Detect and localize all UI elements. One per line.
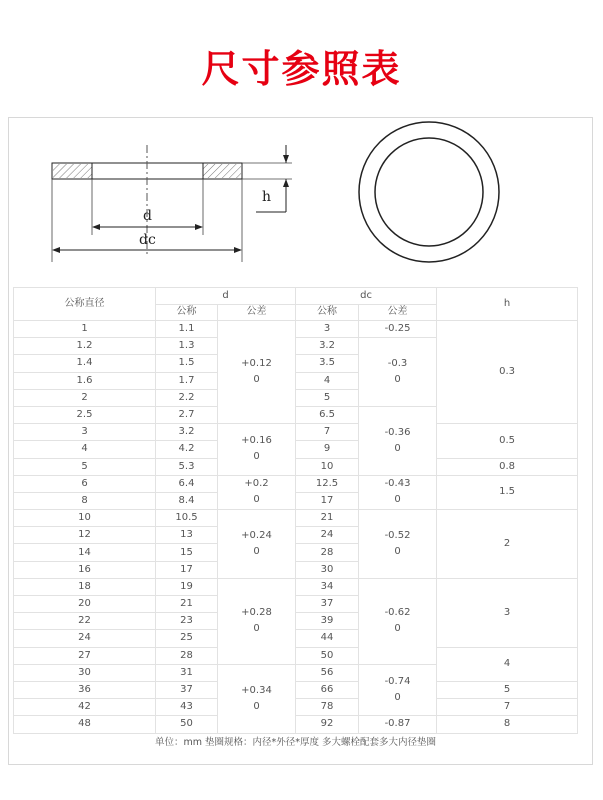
tolerance-lower: 0 <box>394 494 401 506</box>
tolerance-lower: 0 <box>253 494 260 506</box>
cell-h: 0.8 <box>437 458 578 475</box>
table-row <box>14 424 578 441</box>
cell-h: 1.5 <box>437 475 578 509</box>
table-row <box>14 647 578 664</box>
cell-dc: 3.2 <box>296 338 359 355</box>
cell-d: 13 <box>156 527 218 544</box>
cell-nominal: 3 <box>14 424 156 441</box>
cell-d: 31 <box>156 664 218 681</box>
table-row <box>14 699 578 716</box>
subheader-dc-tolerance: 公差 <box>359 304 437 321</box>
header-nominal: 公称直径 <box>14 288 156 321</box>
cell-d: 50 <box>156 716 218 733</box>
table-row <box>14 716 578 733</box>
cell-d: 37 <box>156 681 218 698</box>
dimension-d <box>92 179 203 235</box>
tolerance-upper: -0.52 <box>384 529 411 541</box>
cell-nominal: 18 <box>14 578 156 595</box>
cell-d: 6.4 <box>156 475 218 492</box>
tolerance-lower: 0 <box>253 451 260 463</box>
cell-d-tolerance <box>218 578 296 664</box>
tolerance-upper: -0.3 <box>387 358 408 370</box>
label-h: h <box>262 189 272 205</box>
cell-h: 5 <box>437 681 578 698</box>
table-row <box>14 321 578 338</box>
cell-dc: 5 <box>296 389 359 406</box>
table-row <box>14 578 578 595</box>
page-title: 尺寸参照表 <box>201 47 402 91</box>
tolerance-upper: -0.87 <box>384 718 411 730</box>
cell-dc: 39 <box>296 613 359 630</box>
cell-nominal: 24 <box>14 630 156 647</box>
dimension-h <box>242 145 292 212</box>
cell-d: 1.1 <box>156 321 218 338</box>
cell-d: 8.4 <box>156 492 218 509</box>
cell-dc: 30 <box>296 561 359 578</box>
cell-dc: 66 <box>296 681 359 698</box>
cell-nominal: 1.2 <box>14 338 156 355</box>
tolerance-upper: -0.74 <box>384 676 411 688</box>
cell-dc-tolerance <box>359 578 437 664</box>
cell-h: 8 <box>437 716 578 733</box>
subheader-d-nominal: 公称 <box>156 304 218 321</box>
cell-nominal: 16 <box>14 561 156 578</box>
cell-nominal: 8 <box>14 492 156 509</box>
tolerance-upper: +0.2 <box>244 478 269 490</box>
cell-h: 3 <box>437 578 578 647</box>
cell-d: 28 <box>156 647 218 664</box>
tolerance-upper: -0.43 <box>384 478 411 490</box>
cell-dc: 3.5 <box>296 355 359 372</box>
washer-drawing <box>0 117 603 287</box>
tolerance-lower: 0 <box>394 623 401 635</box>
cell-d-tolerance <box>218 424 296 476</box>
header-dc: dc <box>296 288 437 305</box>
cell-nominal: 1.6 <box>14 372 156 389</box>
washer-front-view <box>359 122 499 262</box>
tolerance-lower: 0 <box>253 700 260 712</box>
tolerance-upper: +0.34 <box>241 684 272 696</box>
label-dc: dc <box>139 232 156 248</box>
hatch-right <box>203 164 241 178</box>
subheader-dc-nominal: 公称 <box>296 304 359 321</box>
footnote-row <box>14 733 578 752</box>
cell-d: 1.7 <box>156 372 218 389</box>
cell-nominal: 42 <box>14 699 156 716</box>
cell-dc: 92 <box>296 716 359 733</box>
cell-h: 4 <box>437 647 578 681</box>
tolerance-lower: 0 <box>394 374 401 386</box>
table-row <box>14 475 578 492</box>
cell-d: 43 <box>156 699 218 716</box>
cell-nominal: 36 <box>14 681 156 698</box>
cell-h: 0.3 <box>437 321 578 424</box>
size-table <box>13 287 578 752</box>
cell-nominal: 6 <box>14 475 156 492</box>
tolerance-lower: 0 <box>253 545 260 557</box>
cell-d: 10.5 <box>156 510 218 527</box>
table-row <box>14 510 578 527</box>
cell-nominal: 5 <box>14 458 156 475</box>
cell-dc: 6.5 <box>296 406 359 423</box>
cell-dc: 24 <box>296 527 359 544</box>
header-d: d <box>156 288 296 305</box>
cell-nominal: 12 <box>14 527 156 544</box>
cell-dc: 37 <box>296 596 359 613</box>
cell-nominal: 20 <box>14 596 156 613</box>
hatch-left <box>53 164 92 178</box>
cell-d: 4.2 <box>156 441 218 458</box>
cell-dc: 4 <box>296 372 359 389</box>
cell-d: 25 <box>156 630 218 647</box>
cell-nominal: 30 <box>14 664 156 681</box>
cell-nominal: 4 <box>14 441 156 458</box>
cell-d: 21 <box>156 596 218 613</box>
subheader-d-tolerance: 公差 <box>218 304 296 321</box>
cell-dc: 44 <box>296 630 359 647</box>
cell-dc: 10 <box>296 458 359 475</box>
tolerance-lower: 0 <box>253 623 260 635</box>
cell-nominal: 48 <box>14 716 156 733</box>
cell-d-tolerance <box>218 664 296 733</box>
tolerance-upper: +0.16 <box>241 435 272 447</box>
cell-nominal: 27 <box>14 647 156 664</box>
cell-d-tolerance <box>218 321 296 424</box>
tolerance-lower: 0 <box>394 545 401 557</box>
cell-dc: 34 <box>296 578 359 595</box>
cell-dc: 7 <box>296 424 359 441</box>
cell-dc-tolerance <box>359 321 437 338</box>
cell-dc: 9 <box>296 441 359 458</box>
cell-d: 15 <box>156 544 218 561</box>
cell-dc-tolerance <box>359 406 437 475</box>
tolerance-upper: -0.62 <box>384 607 411 619</box>
tolerance-upper: -0.36 <box>384 426 411 438</box>
cell-dc: 78 <box>296 699 359 716</box>
cell-d: 2.2 <box>156 389 218 406</box>
cell-d: 2.7 <box>156 406 218 423</box>
label-d: d <box>143 208 152 224</box>
cell-d: 19 <box>156 578 218 595</box>
table-row <box>14 458 578 475</box>
tolerance-upper: -0.25 <box>384 323 411 335</box>
cell-d: 1.3 <box>156 338 218 355</box>
cell-dc: 56 <box>296 664 359 681</box>
cell-d: 23 <box>156 613 218 630</box>
header-h: h <box>437 288 578 321</box>
cell-d-tolerance <box>218 475 296 509</box>
tolerance-lower: 0 <box>253 374 260 386</box>
cell-dc-tolerance <box>359 338 437 407</box>
cell-nominal: 2.5 <box>14 406 156 423</box>
cell-dc-tolerance <box>359 716 437 733</box>
cell-h: 2 <box>437 510 578 579</box>
cell-dc: 17 <box>296 492 359 509</box>
tolerance-upper: +0.24 <box>241 529 272 541</box>
header-row <box>14 288 578 305</box>
tolerance-lower: 0 <box>394 692 401 704</box>
cell-dc: 3 <box>296 321 359 338</box>
table-row <box>14 681 578 698</box>
cell-nominal: 1 <box>14 321 156 338</box>
cell-nominal: 14 <box>14 544 156 561</box>
cell-nominal: 1.4 <box>14 355 156 372</box>
cell-dc: 21 <box>296 510 359 527</box>
cell-dc-tolerance <box>359 475 437 509</box>
cell-h: 7 <box>437 699 578 716</box>
tolerance-lower: 0 <box>394 442 401 454</box>
tolerance-upper: +0.28 <box>241 607 272 619</box>
cell-nominal: 22 <box>14 613 156 630</box>
cell-dc: 28 <box>296 544 359 561</box>
cell-d: 3.2 <box>156 424 218 441</box>
cell-dc-tolerance <box>359 510 437 579</box>
cell-dc: 50 <box>296 647 359 664</box>
cell-nominal: 2 <box>14 389 156 406</box>
cell-d: 1.5 <box>156 355 218 372</box>
footnote: 单位：mm 垫圈规格：内径*外径*厚度 多大螺栓配套多大内径垫圈 <box>154 736 437 748</box>
cell-d-tolerance <box>218 510 296 579</box>
cell-dc-tolerance <box>359 664 437 716</box>
cell-d: 17 <box>156 561 218 578</box>
cell-dc: 12.5 <box>296 475 359 492</box>
cell-h: 0.5 <box>437 424 578 458</box>
cell-d: 5.3 <box>156 458 218 475</box>
cell-nominal: 10 <box>14 510 156 527</box>
tolerance-upper: +0.12 <box>241 358 272 370</box>
